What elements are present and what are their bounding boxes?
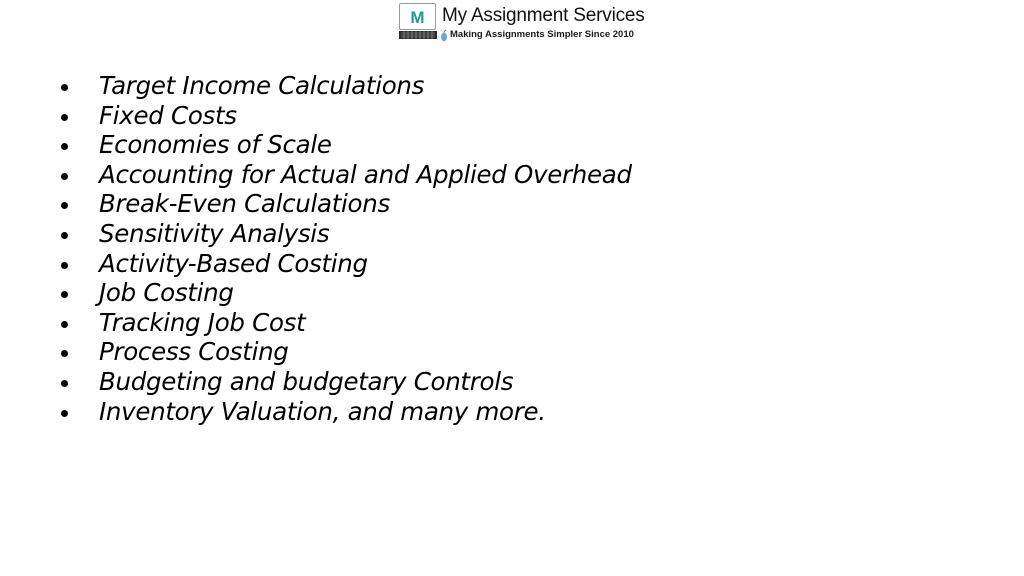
list-item [58,160,632,190]
bullet-icon [61,232,68,239]
bullet-icon [61,262,68,269]
list-item [58,71,632,101]
list-item [58,219,632,249]
logo-mark-icon [398,2,438,42]
list-item [58,249,632,279]
list-item-text: Target Income Calculations [99,71,425,100]
list-item-text: Job Costing [99,278,234,308]
bullet-icon [61,291,68,298]
list-item [58,278,632,308]
list-item-text: Budgeting and budgetary Controls [99,366,514,396]
bullet-icon [61,173,68,180]
bullet-icon [61,380,68,387]
bullet-icon [61,114,68,121]
list-item-text: Inventory Valuation, and many more. [99,396,546,426]
list-item-text: Activity-Based Costing [99,248,368,278]
list-item [58,367,632,397]
topic-list [58,71,632,426]
brand-title: My Assignment Services [442,5,645,26]
brand-logo [398,2,650,42]
bullet-icon [61,350,68,357]
bullet-icon [61,84,68,91]
bullet-icon [61,143,68,150]
list-item-text: Process Costing [99,337,289,367]
list-item [58,397,632,427]
list-item-text: Sensitivity Analysis [99,218,330,248]
list-item [58,337,632,367]
list-item [58,189,632,219]
mouse-icon [440,30,448,42]
bullet-icon [61,321,68,328]
bullet-icon [61,410,68,417]
svg-text:M: M [410,8,425,27]
list-item-text: Fixed Costs [99,100,237,130]
list-item-text: Accounting for Actual and Applied Overhead [99,159,632,189]
bullet-icon [61,202,68,209]
list-item-text: Break-Even Calculations [99,189,390,219]
brand-tagline: Making Assignments Simpler Since 2010 [450,29,634,40]
list-item [58,101,632,131]
list-item-text: Economies of Scale [99,130,332,160]
list-item [58,130,632,160]
list-item-text: Tracking Job Cost [99,307,306,337]
list-item [58,308,632,338]
